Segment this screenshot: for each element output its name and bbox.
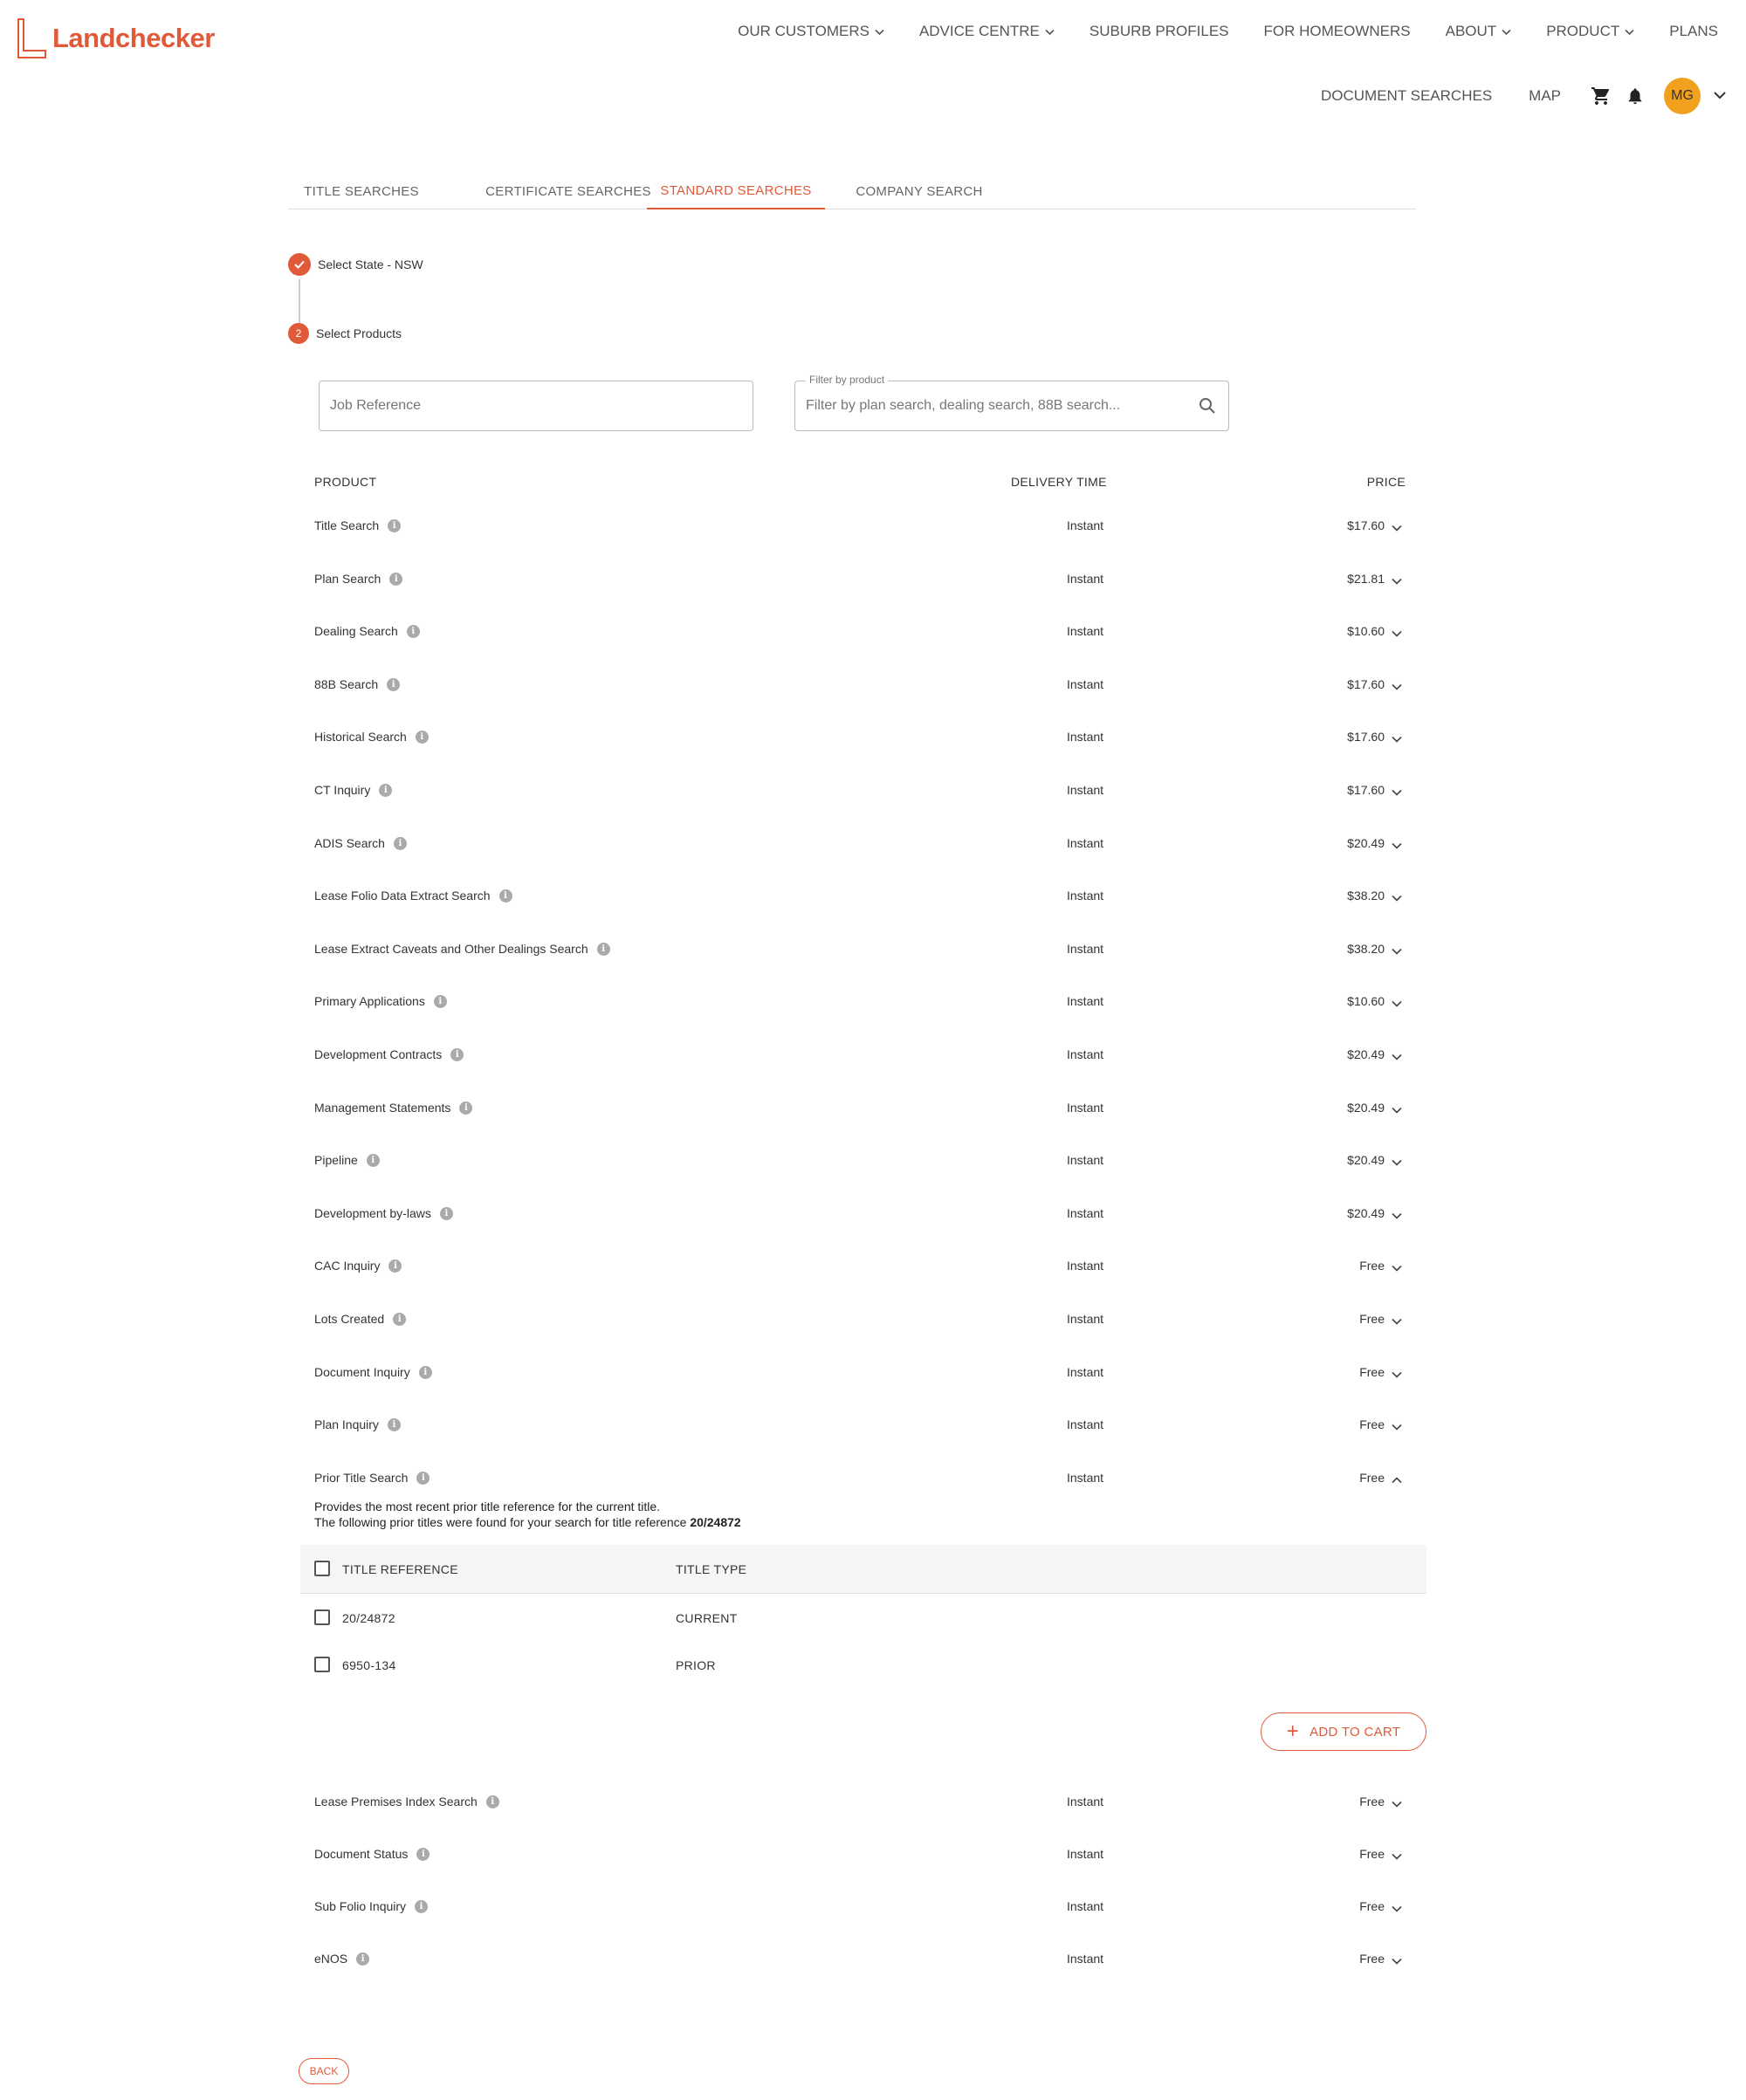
product-price: Free <box>1359 1417 1385 1431</box>
add-to-cart-label: ADD TO CART <box>1310 1724 1401 1740</box>
info-icon[interactable]: i <box>388 1259 402 1273</box>
product-name <box>314 1047 464 1061</box>
products-table-header <box>314 475 1416 492</box>
delivery-time: Instant <box>1067 730 1104 744</box>
nav-label: SUBURB PROFILES <box>1089 23 1229 39</box>
product-row[interactable] <box>314 1896 1416 1917</box>
chevron-down-icon[interactable] <box>1392 996 1402 1010</box>
cart-icon[interactable] <box>1591 86 1612 106</box>
chevron-down-icon <box>1502 23 1511 40</box>
nav-advice-centre[interactable] <box>919 23 1055 40</box>
product-name <box>314 730 429 744</box>
delivery-time: Instant <box>1067 1153 1104 1167</box>
description-line-2 <box>314 1515 741 1529</box>
nav-label: PLANS <box>1669 23 1718 39</box>
product-name-text: Document Status <box>314 1847 409 1861</box>
delivery-time: Instant <box>1067 1206 1104 1220</box>
nav-map[interactable]: MAP <box>1529 87 1561 104</box>
product-name-text: Development by-laws <box>314 1206 431 1220</box>
product-price: $17.60 <box>1347 518 1385 532</box>
product-name <box>314 1417 401 1431</box>
product-name <box>314 1206 453 1220</box>
chevron-down-icon[interactable] <box>1392 1314 1402 1328</box>
step-complete-check-icon <box>288 253 311 276</box>
product-name-text: Pipeline <box>314 1153 358 1167</box>
filter-box <box>794 374 1229 431</box>
product-name <box>314 1312 406 1326</box>
prior-title-description <box>314 1500 741 1529</box>
product-name-text: Lease Extract Caveats and Other Dealings Search <box>314 942 588 956</box>
brand-logo[interactable] <box>16 17 215 59</box>
product-price: Free <box>1359 1259 1385 1273</box>
chevron-down-icon[interactable] <box>1392 1901 1402 1915</box>
product-price: $20.49 <box>1347 1101 1385 1115</box>
chevron-down-icon[interactable] <box>1392 944 1402 957</box>
chevron-down-icon <box>1625 23 1634 40</box>
product-name-text: Sub Folio Inquiry <box>314 1899 407 1913</box>
secondary-navigation <box>1284 77 1727 115</box>
delivery-time: Instant <box>1067 1312 1104 1326</box>
delivery-time: Instant <box>1067 836 1104 850</box>
info-icon[interactable]: i <box>450 1048 464 1061</box>
info-icon[interactable]: i <box>416 1472 430 1485</box>
product-name <box>314 994 447 1008</box>
table-row[interactable] <box>300 1641 1426 1688</box>
product-name-text: Prior Title Search <box>314 1471 409 1485</box>
delivery-time: Instant <box>1067 572 1104 586</box>
product-row[interactable] <box>314 568 1416 589</box>
chevron-down-icon[interactable] <box>1392 1102 1402 1116</box>
info-icon[interactable]: i <box>389 573 402 586</box>
chevron-down-icon[interactable] <box>1392 1155 1402 1169</box>
product-price: Free <box>1359 1952 1385 1966</box>
tab-title-searches[interactable]: TITLE SEARCHES <box>304 183 419 199</box>
product-name <box>314 1259 402 1273</box>
delivery-time: Instant <box>1067 1952 1104 1966</box>
nav-our-customers[interactable] <box>738 23 884 40</box>
chevron-down-icon[interactable] <box>1392 520 1402 534</box>
plus-icon: + <box>1286 1719 1300 1743</box>
product-price: $10.60 <box>1347 624 1385 638</box>
step-2-label: Select Products <box>316 326 402 340</box>
product-row[interactable] <box>314 1467 1416 1488</box>
nav-label: ADVICE CENTRE <box>918 23 1040 39</box>
product-row[interactable] <box>314 1362 1416 1383</box>
delivery-time: Instant <box>1067 1795 1104 1808</box>
info-icon[interactable]: i <box>419 1366 432 1379</box>
product-name-text: Lease Folio Data Extract Search <box>314 889 491 902</box>
product-name-text: Lots Created <box>314 1312 385 1326</box>
product-price: Free <box>1359 1471 1385 1485</box>
delivery-time: Instant <box>1067 1101 1104 1115</box>
product-price: $20.49 <box>1347 1047 1385 1061</box>
product-name-text: Primary Applications <box>314 994 425 1008</box>
product-price: $20.49 <box>1347 836 1385 850</box>
product-row[interactable] <box>314 1097 1416 1118</box>
info-icon[interactable]: i <box>367 1154 380 1167</box>
chevron-down-icon[interactable] <box>1392 626 1402 640</box>
product-name <box>314 836 407 850</box>
info-icon[interactable]: i <box>416 1848 430 1861</box>
job-reference-box <box>319 381 753 431</box>
tab-company-search[interactable]: COMPANY SEARCH <box>856 183 983 199</box>
header-product: PRODUCT <box>314 475 377 489</box>
nav-about[interactable] <box>1446 23 1512 40</box>
info-icon[interactable]: i <box>388 1418 401 1431</box>
product-name <box>314 1899 428 1913</box>
chevron-down-icon[interactable] <box>1392 1208 1402 1222</box>
info-icon[interactable]: i <box>356 1952 369 1966</box>
product-name <box>314 942 610 956</box>
header-price: PRICE <box>1366 475 1406 489</box>
product-name-text: ADIS Search <box>314 836 385 850</box>
product-price: Free <box>1359 1365 1385 1379</box>
product-price: $38.20 <box>1347 942 1385 956</box>
tab-certificate-searches[interactable]: CERTIFICATE SEARCHES <box>485 183 651 199</box>
nav-label: PRODUCT <box>1546 23 1620 39</box>
top-navigation <box>703 21 1718 42</box>
info-icon[interactable]: i <box>597 943 610 956</box>
chevron-up-icon[interactable] <box>1392 1472 1402 1486</box>
delivery-time: Instant <box>1067 677 1104 691</box>
info-icon[interactable]: i <box>459 1101 472 1115</box>
product-price: $17.60 <box>1347 783 1385 797</box>
info-icon[interactable]: i <box>388 519 401 532</box>
chevron-down-icon[interactable] <box>1392 573 1402 587</box>
product-name-text: Management Statements <box>314 1101 451 1115</box>
chevron-down-icon[interactable] <box>1392 679 1402 693</box>
product-row[interactable] <box>314 1843 1416 1864</box>
info-icon[interactable]: i <box>387 678 400 691</box>
product-row[interactable] <box>314 1150 1416 1170</box>
header-title-type: TITLE TYPE <box>676 1562 747 1576</box>
product-name-text: eNOS <box>314 1952 348 1966</box>
product-name <box>314 1847 430 1861</box>
product-row[interactable] <box>314 885 1416 906</box>
nav-for-homeowners[interactable] <box>1264 23 1411 40</box>
product-price: Free <box>1359 1899 1385 1913</box>
product-name <box>314 677 400 691</box>
product-name-text: Plan Inquiry <box>314 1417 379 1431</box>
delivery-time: Instant <box>1067 518 1104 532</box>
chevron-down-icon[interactable] <box>1392 731 1402 745</box>
logo-mark-icon <box>16 17 49 59</box>
product-name <box>314 889 512 902</box>
product-price: $17.60 <box>1347 730 1385 744</box>
chevron-down-icon[interactable] <box>1713 88 1727 104</box>
filter-input[interactable] <box>795 381 1228 430</box>
product-row[interactable] <box>314 674 1416 695</box>
back-button[interactable]: BACK <box>299 2058 349 2084</box>
info-icon[interactable]: i <box>416 731 429 744</box>
table-row[interactable] <box>300 1594 1426 1641</box>
delivery-time: Instant <box>1067 624 1104 638</box>
product-row[interactable] <box>314 1308 1416 1329</box>
product-price: Free <box>1359 1312 1385 1326</box>
delivery-time: Instant <box>1067 994 1104 1008</box>
nav-label: FOR HOMEOWNERS <box>1263 23 1411 39</box>
product-price: $38.20 <box>1347 889 1385 902</box>
product-name <box>314 1153 380 1167</box>
description-title-ref: 20/24872 <box>690 1515 741 1529</box>
product-row[interactable] <box>314 1044 1416 1065</box>
search-tabs <box>288 173 1416 209</box>
chevron-down-icon[interactable] <box>1392 838 1402 852</box>
product-row[interactable] <box>314 779 1416 800</box>
user-avatar[interactable]: MG <box>1664 78 1701 114</box>
brand-name: Landchecker <box>52 23 215 53</box>
product-name-text: Plan Search <box>314 572 382 586</box>
product-price: Free <box>1359 1847 1385 1861</box>
nav-label: ABOUT <box>1445 23 1497 39</box>
product-name-text: CT Inquiry <box>314 783 371 797</box>
info-icon[interactable]: i <box>379 784 392 797</box>
prior-titles-header <box>300 1545 1426 1594</box>
product-name-text: Document Inquiry <box>314 1365 410 1379</box>
delivery-time: Instant <box>1067 889 1104 902</box>
product-name <box>314 783 392 797</box>
title-checkbox[interactable] <box>314 1657 330 1672</box>
title-type: PRIOR <box>676 1658 716 1672</box>
chevron-down-icon[interactable] <box>1392 1953 1402 1967</box>
info-icon[interactable]: i <box>415 1900 428 1913</box>
info-icon[interactable]: i <box>440 1207 453 1220</box>
product-name <box>314 1101 472 1115</box>
delivery-time: Instant <box>1067 1417 1104 1431</box>
description-line-2-text: The following prior titles were found for your search for title reference <box>314 1515 691 1529</box>
info-icon[interactable]: i <box>393 1313 406 1326</box>
delivery-time: Instant <box>1067 1899 1104 1913</box>
product-price: Free <box>1359 1795 1385 1808</box>
job-reference-input[interactable] <box>320 381 753 430</box>
product-name <box>314 1952 369 1966</box>
product-name <box>314 1795 499 1808</box>
chevron-down-icon[interactable] <box>1392 1367 1402 1381</box>
delivery-time: Instant <box>1067 942 1104 956</box>
nav-product[interactable] <box>1546 23 1634 40</box>
step-1-label: Select State - NSW <box>318 257 423 271</box>
chevron-down-icon[interactable] <box>1392 785 1402 799</box>
product-price: $20.49 <box>1347 1206 1385 1220</box>
step-connector <box>299 279 300 323</box>
product-row[interactable] <box>314 1948 1416 1969</box>
product-row[interactable] <box>314 938 1416 959</box>
title-reference: 6950-134 <box>342 1658 396 1672</box>
product-name <box>314 1365 432 1379</box>
product-name-text: Development Contracts <box>314 1047 443 1061</box>
title-type: CURRENT <box>676 1611 738 1625</box>
delivery-time: Instant <box>1067 1365 1104 1379</box>
nav-suburb-profiles[interactable] <box>1090 23 1229 40</box>
product-row[interactable] <box>314 1255 1416 1276</box>
chevron-down-icon <box>1045 23 1055 40</box>
tab-standard-searches[interactable]: STANDARD SEARCHES <box>647 173 825 209</box>
product-name-text: 88B Search <box>314 677 379 691</box>
chevron-down-icon[interactable] <box>1392 1049 1402 1063</box>
nav-document-searches[interactable]: DOCUMENT SEARCHES <box>1321 87 1493 104</box>
info-icon[interactable]: i <box>394 837 407 850</box>
info-icon[interactable]: i <box>407 625 420 638</box>
chevron-down-icon[interactable] <box>1392 1419 1402 1433</box>
info-icon[interactable]: i <box>434 995 447 1008</box>
product-row[interactable] <box>314 1203 1416 1224</box>
chevron-down-icon[interactable] <box>1392 1796 1402 1810</box>
filter-label: Filter by product <box>806 374 888 386</box>
header-delivery-time: DELIVERY TIME <box>1011 475 1107 489</box>
delivery-time: Instant <box>1067 1471 1104 1485</box>
nav-label: OUR CUSTOMERS <box>738 23 870 39</box>
product-row[interactable] <box>314 515 1416 536</box>
product-row[interactable] <box>314 833 1416 854</box>
product-row[interactable] <box>314 991 1416 1012</box>
info-icon[interactable]: i <box>486 1795 499 1808</box>
product-price: $21.81 <box>1347 572 1385 586</box>
bell-icon[interactable] <box>1626 86 1645 106</box>
chevron-down-icon[interactable] <box>1392 1260 1402 1274</box>
delivery-time: Instant <box>1067 1259 1104 1273</box>
product-price: $10.60 <box>1347 994 1385 1008</box>
info-icon[interactable]: i <box>499 889 512 902</box>
product-price: $20.49 <box>1347 1153 1385 1167</box>
delivery-time: Instant <box>1067 1847 1104 1861</box>
product-name-text: Dealing Search <box>314 624 398 638</box>
nav-plans[interactable] <box>1669 23 1718 40</box>
product-name-text: Title Search <box>314 518 380 532</box>
select-all-checkbox[interactable] <box>314 1561 330 1576</box>
title-checkbox[interactable] <box>314 1609 330 1625</box>
header-title-reference: TITLE REFERENCE <box>342 1562 458 1576</box>
product-name-text: Historical Search <box>314 730 407 744</box>
chevron-down-icon[interactable] <box>1392 890 1402 904</box>
product-name <box>314 624 420 638</box>
chevron-down-icon <box>875 23 884 40</box>
delivery-time: Instant <box>1067 1047 1104 1061</box>
product-name-text: Lease Premises Index Search <box>314 1795 478 1808</box>
prior-titles-table <box>300 1545 1426 1688</box>
title-reference: 20/24872 <box>342 1611 395 1625</box>
product-name <box>314 518 401 532</box>
chevron-down-icon[interactable] <box>1392 1849 1402 1863</box>
product-row[interactable] <box>314 726 1416 747</box>
product-row[interactable] <box>314 1414 1416 1435</box>
product-name-text: CAC Inquiry <box>314 1259 381 1273</box>
add-to-cart-button[interactable] <box>1261 1712 1426 1751</box>
product-price: $17.60 <box>1347 677 1385 691</box>
description-line-1: Provides the most recent prior title reference for the current title. <box>314 1500 661 1513</box>
product-name <box>314 572 402 586</box>
product-row[interactable] <box>314 1791 1416 1812</box>
step-2-number: 2 <box>288 323 309 344</box>
product-name <box>314 1471 430 1485</box>
product-row[interactable] <box>314 621 1416 642</box>
delivery-time: Instant <box>1067 783 1104 797</box>
search-icon[interactable] <box>1199 397 1216 419</box>
